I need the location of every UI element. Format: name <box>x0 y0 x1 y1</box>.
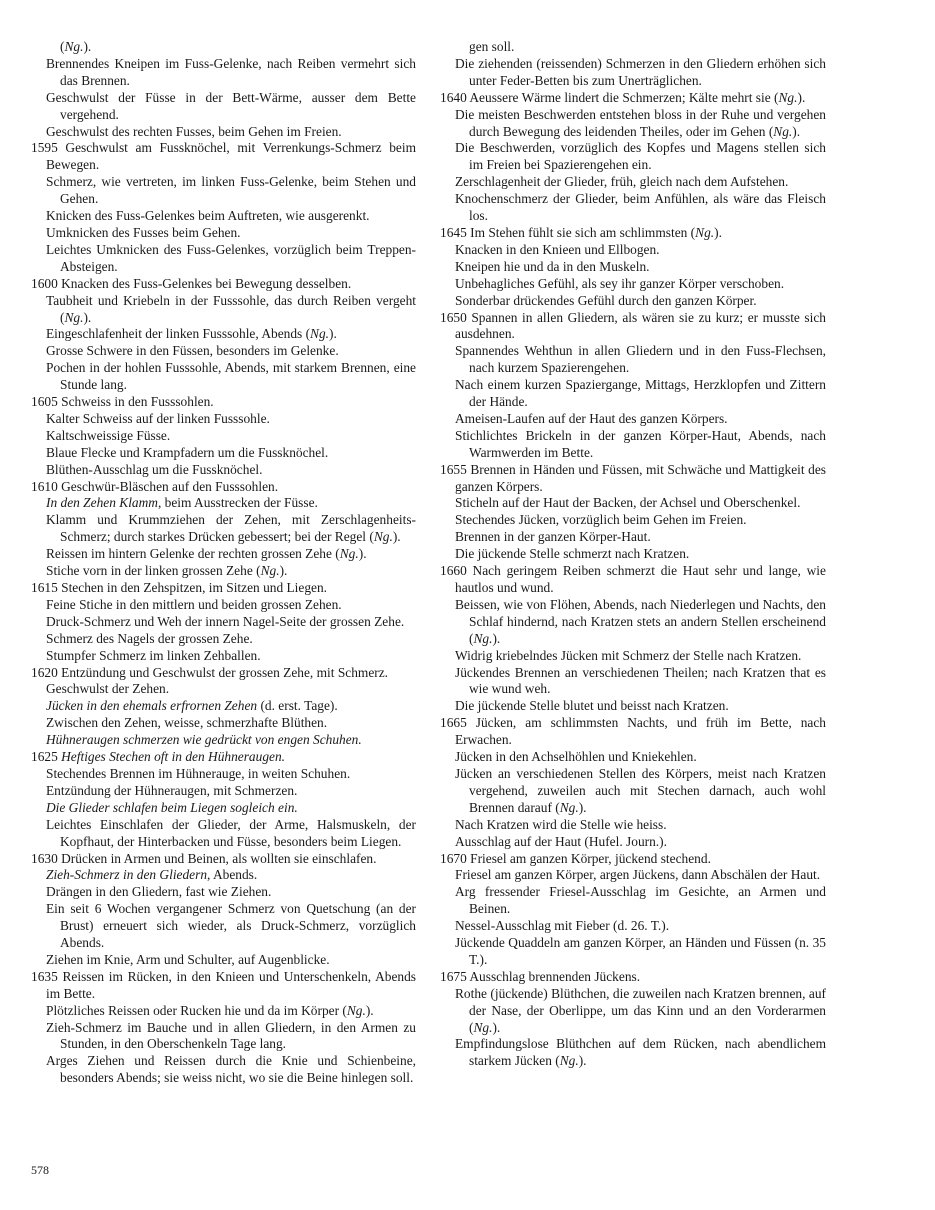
entry-text: Pochen in der hohlen Fusssohle, Abends, mit starkem Brennen, eine Stunde lang. <box>46 360 416 393</box>
entry-number: 1635 <box>31 968 63 984</box>
entry-number: 1645 <box>440 224 471 240</box>
symptom-entry <box>31 343 416 360</box>
symptom-entry <box>440 529 826 546</box>
entry-text: Stechen in den Zehspitzen, im Sitzen und Liegen. <box>61 580 328 595</box>
entry-text: Leichtes Einschlafen der Glieder, der Arme, Halsmuskeln, der Kopfhaut, der Hinterbacken und Füsse, besonders beim Liegen. <box>46 816 416 849</box>
entry-text: Geschwulst am Fussknöchel, mit Verrenkungs-Schmerz beim Bewegen. <box>46 140 416 173</box>
entry-text: Plötzliches Reissen oder Rucken hie und da im Körper (Ng.). <box>46 1002 374 1018</box>
symptom-entry <box>31 411 416 428</box>
entry-text: Aeussere Wärme lindert die Schmerzen; Kälte mehrt sie (Ng.). <box>469 89 806 105</box>
symptom-entry <box>31 952 416 969</box>
entry-number: 1640 <box>440 89 470 105</box>
page-number: 578 <box>31 1163 49 1177</box>
entry-text: Spannendes Wehthun in allen Gliedern und in den Fuss-Flechsen, nach kurzem Spazierengehen. <box>455 343 826 376</box>
symptom-entry <box>440 851 826 868</box>
entry-text: Stechendes Brennen im Hühnerauge, in weiten Schuhen. <box>46 765 351 781</box>
symptom-entry <box>31 225 416 242</box>
entry-text: Umknicken des Fusses beim Gehen. <box>46 224 241 240</box>
symptom-entry <box>31 242 416 276</box>
entry-number: 1650 <box>440 309 472 325</box>
entry-text: gen soll. <box>469 39 515 54</box>
symptom-entry <box>440 276 826 293</box>
entry-text: Stichlichtes Brickeln in der ganzen Körper-Haut, Abends, nach Warmwerden im Bette. <box>455 427 826 460</box>
entry-text: Brennen in Händen und Füssen, mit Schwäche und Mattigkeit des ganzen Körpers. <box>455 461 826 494</box>
entry-text: Drücken in Armen und Beinen, als wollten sie einschlafen. <box>61 850 377 866</box>
symptom-entry <box>31 580 416 597</box>
symptom-entry <box>440 918 826 935</box>
entry-text: Jücken, am schlimmsten Nachts, und früh im Bette, nach Erwachen. <box>455 715 826 748</box>
symptom-entry <box>440 310 826 344</box>
entry-text: Nach geringem Reiben schmerzt die Haut sehr und lange, wie hautlos und wund. <box>455 563 826 595</box>
symptom-entry <box>31 648 416 665</box>
symptom-entry <box>440 715 826 749</box>
entry-text: Beissen, wie von Flöhen, Abends, nach Niederlegen und Nachts, den Schlaf hindernd, nach Kratzen stets an andern Stellen erscheinend (Ng.). <box>455 596 826 646</box>
symptom-entry <box>31 174 416 208</box>
entry-text: Arg fressender Friesel-Ausschlag im Gesichte, an Armen und Beinen. <box>455 884 826 917</box>
left-column <box>31 39 416 1087</box>
symptom-entry <box>440 969 826 986</box>
entry-text: Blaue Flecke und Krampfadern um die Fussknöchel. <box>46 444 329 460</box>
symptom-entry <box>440 140 826 174</box>
symptom-entry <box>31 749 416 766</box>
symptom-entry <box>31 715 416 732</box>
symptom-entry <box>31 563 416 580</box>
entry-text: Sticheln auf der Haut der Backen, der Achsel und Oberschenkel. <box>455 495 801 511</box>
symptom-entry <box>31 56 416 90</box>
symptom-entry <box>440 293 826 310</box>
symptom-entry <box>440 39 826 56</box>
entry-text: Taubheit und Kriebeln in der Fusssohle, das durch Reiben vergeht (Ng.). <box>46 292 416 325</box>
symptom-entry <box>440 884 826 918</box>
symptom-entry <box>31 208 416 225</box>
symptom-entry <box>31 1020 416 1054</box>
entry-text: Knacken des Fuss-Gelenkes bei Bewegung desselben. <box>61 275 352 291</box>
entry-text: Zieh-Schmerz im Bauche und in allen Gliedern, in den Armen zu Stunden, in den Oberschenkeln Tage lang. <box>46 1019 416 1052</box>
symptom-entry <box>440 377 826 411</box>
entry-text: Knicken des Fuss-Gelenkes beim Auftreten, wie ausgerenkt. <box>46 208 370 224</box>
entry-text: Kalter Schweiss auf der linken Fusssohle. <box>46 410 270 426</box>
symptom-entry <box>31 1003 416 1020</box>
symptom-entry <box>31 783 416 800</box>
entry-text: Friesel am ganzen Körper, jückend stechend. <box>470 850 711 866</box>
right-column <box>440 39 826 1070</box>
entry-text: Drängen in den Gliedern, fast wie Ziehen. <box>46 884 272 900</box>
symptom-entry <box>31 851 416 868</box>
entry-text: Rothe (jückende) Blüthchen, die zuweilen nach Kratzen brennen, auf der Nase, der Oberlippe, um das Kinn und an den Vorderarmen (Ng.). <box>455 985 826 1035</box>
entry-text: Sonderbar drückendes Gefühl durch den ganzen Körper. <box>455 292 757 308</box>
entry-text: Schweiss in den Fusssohlen. <box>61 394 214 410</box>
entry-text: Druck-Schmerz und Weh der innern Nagel-Seite der grossen Zehe. <box>46 613 405 629</box>
symptom-entry <box>31 462 416 479</box>
entry-text: Die ziehenden (reissenden) Schmerzen in den Gliedern erhöhen sich unter Feder-Betten bis zum Unerträglichen. <box>455 55 826 88</box>
entry-text: Kneipen hie und da in den Muskeln. <box>455 258 650 274</box>
entry-text: Ausschlag brennenden Jückens. <box>469 968 641 984</box>
symptom-entry <box>31 1053 416 1087</box>
symptom-entry <box>440 563 826 597</box>
entry-number: 1610 <box>31 478 62 494</box>
entry-text: Spannen in allen Gliedern, als wären sie zu kurz; er musste sich ausdehnen. <box>455 309 826 342</box>
entry-text: Zwischen den Zehen, weisse, schmerzhafte Blüthen. <box>46 715 328 731</box>
symptom-entry <box>440 512 826 529</box>
symptom-entry <box>31 445 416 462</box>
entry-text: Im Stehen fühlt sie sich am schlimmsten (Ng.). <box>470 224 722 240</box>
symptom-entry <box>440 343 826 377</box>
entry-number: 1625 <box>31 749 62 765</box>
symptom-entry <box>440 935 826 969</box>
entry-text: Jücken an verschiedenen Stellen des Körpers, meist nach Kratzen vergehend, zuweilen auch mit Stechen darnach, auch wohl Brennen darauf (Ng.). <box>455 765 826 815</box>
entry-text: Klamm und Krummziehen der Zehen, mit Zerschlagenheits-Schmerz; durch starkes Drücken gebessert; bei der Regel (Ng.). <box>46 512 416 545</box>
symptom-entry <box>440 191 826 225</box>
symptom-entry <box>31 394 416 411</box>
entry-text: Stechendes Jücken, vorzüglich beim Gehen im Freien. <box>455 512 747 528</box>
symptom-entry <box>31 901 416 952</box>
symptom-entry <box>440 867 826 884</box>
symptom-entry <box>31 495 416 512</box>
entry-text: Eingeschlafenheit der linken Fusssohle, Abends (Ng.). <box>46 326 337 342</box>
entry-text: Entzündung und Geschwulst der grossen Zehe, mit Schmerz. <box>61 664 389 680</box>
symptom-entry <box>31 140 416 174</box>
symptom-entry <box>440 90 826 107</box>
symptom-entry <box>31 512 416 546</box>
symptom-entry <box>440 546 826 563</box>
entry-text: Ausschlag auf der Haut (Hufel. Journ.). <box>455 833 667 849</box>
entry-text: Schmerz, wie vertreten, im linken Fuss-Gelenke, beim Stehen und Gehen. <box>46 174 416 207</box>
symptom-entry <box>440 174 826 191</box>
symptom-entry <box>440 225 826 242</box>
entry-text: Die Glieder schlafen beim Liegen sogleich ein. <box>46 799 298 815</box>
symptom-entry <box>440 986 826 1037</box>
symptom-entry <box>440 242 826 259</box>
entry-text: Die Beschwerden, vorzüglich des Kopfes und Magens stellen sich im Freien bei Spazierengehen ein. <box>455 140 826 173</box>
symptom-entry <box>31 817 416 851</box>
entry-text: Hühneraugen schmerzen wie gedrückt von engen Schuhen. <box>46 732 362 748</box>
entry-text: Widrig kriebelndes Jücken mit Schmerz der Stelle nach Kratzen. <box>455 647 802 663</box>
entry-text: Empfindungslose Blüthchen auf dem Rücken, nach abendlichem starkem Jücken (Ng.). <box>455 1036 826 1069</box>
entry-number: 1630 <box>31 850 62 866</box>
symptom-entry <box>440 766 826 817</box>
symptom-entry <box>31 884 416 901</box>
entry-text: Ziehen im Knie, Arm und Schulter, auf Augenblicke. <box>46 951 330 967</box>
entry-text: Die jückende Stelle blutet und beisst nach Kratzen. <box>455 698 729 714</box>
symptom-entry <box>31 124 416 141</box>
symptom-entry <box>31 969 416 1003</box>
entry-text: Geschwulst der Zehen. <box>46 681 170 697</box>
symptom-entry <box>440 648 826 665</box>
entry-text: Stumpfer Schmerz im linken Zehballen. <box>46 647 261 663</box>
entry-text: Jücken in den ehemals erfrornen Zehen (d. erst. Tage). <box>46 698 338 714</box>
symptom-entry <box>31 360 416 394</box>
entry-text: Schmerz des Nagels der grossen Zehe. <box>46 630 253 646</box>
entry-text: Stiche vorn in der linken grossen Zehe (Ng.). <box>46 563 288 579</box>
symptom-entry <box>31 800 416 817</box>
entry-text: Entzündung der Hühneraugen, mit Schmerzen. <box>46 782 298 798</box>
entry-number: 1665 <box>440 715 476 731</box>
symptom-entry <box>31 90 416 124</box>
entry-text: Grosse Schwere in den Füssen, besonders im Gelenke. <box>46 343 339 359</box>
entry-text: Nessel-Ausschlag mit Fieber (d. 26. T.). <box>455 918 670 934</box>
symptom-entry <box>440 56 826 90</box>
symptom-entry <box>440 495 826 512</box>
entry-text: Ameisen-Laufen auf der Haut des ganzen Körpers. <box>455 410 728 426</box>
symptom-entry <box>440 462 826 496</box>
symptom-entry <box>31 867 416 884</box>
symptom-entry <box>31 597 416 614</box>
entry-text: Leichtes Umknicken des Fuss-Gelenkes, vorzüglich beim Treppen-Absteigen. <box>46 241 416 274</box>
entry-text: Jückendes Brennen an verschiedenen Theilen; nach Kratzen that es wie wund weh. <box>455 664 826 697</box>
symptom-entry <box>440 428 826 462</box>
entry-text: Geschwulst der Füsse in der Bett-Wärme, ausser dem Bette vergehend. <box>46 89 416 122</box>
symptom-entry <box>440 817 826 834</box>
symptom-entry <box>440 259 826 276</box>
entry-text: Brennen in der ganzen Körper-Haut. <box>455 529 651 545</box>
entry-text: Die jückende Stelle schmerzt nach Kratzen. <box>455 546 690 562</box>
symptom-entry <box>31 479 416 496</box>
entry-text: Zerschlagenheit der Glieder, früh, gleich nach dem Aufstehen. <box>455 174 789 190</box>
entry-text: Friesel am ganzen Körper, argen Jückens, dann Abschälen der Haut. <box>455 867 821 883</box>
symptom-entry <box>31 326 416 343</box>
entry-text: Knochenschmerz der Glieder, beim Anfühlen, als wäre das Fleisch los. <box>455 191 826 224</box>
entry-text: Jückende Quaddeln am ganzen Körper, an Händen und Füssen (n. 35 T.). <box>455 935 826 967</box>
entry-text: Knacken in den Knieen und Ellbogen. <box>455 241 660 257</box>
entry-text: Jücken in den Achselhöhlen und Kniekehlen. <box>455 749 697 765</box>
symptom-entry <box>440 1036 826 1070</box>
entry-text: Geschwür-Bläschen auf den Fusssohlen. <box>61 478 279 494</box>
entry-text: Kaltschweissige Füsse. <box>46 427 171 443</box>
entry-text: Unbehagliches Gefühl, als sey ihr ganzer Körper verschoben. <box>455 275 785 291</box>
entry-number: 1615 <box>31 580 62 595</box>
symptom-entry <box>440 597 826 648</box>
entry-number: 1595 <box>31 140 66 156</box>
symptom-entry <box>440 107 826 141</box>
symptom-entry <box>31 276 416 293</box>
symptom-entry <box>31 293 416 327</box>
symptom-entry <box>440 698 826 715</box>
symptom-entry <box>31 766 416 783</box>
entry-text: Arges Ziehen und Reissen durch die Knie und Schienbeine, besonders Abends; sie weiss nicht, wo sie die Beine hinlegen soll. <box>46 1053 416 1086</box>
symptom-entry <box>31 546 416 563</box>
symptom-entry <box>31 698 416 715</box>
entry-text: (Ng.). <box>60 39 92 54</box>
entry-number: 1620 <box>31 664 62 680</box>
entry-number: 1670 <box>440 850 471 866</box>
entry-text: Reissen im Rücken, in den Knieen und Unterschenkeln, Abends im Bette. <box>46 968 416 1001</box>
entry-text: Nach einem kurzen Spaziergange, Mittags, Herzklopfen und Zittern der Hände. <box>455 377 826 410</box>
symptom-entry <box>440 665 826 699</box>
entry-number: 1655 <box>440 461 471 477</box>
symptom-entry <box>31 665 416 682</box>
symptom-entry <box>31 614 416 631</box>
entry-text: Zieh-Schmerz in den Gliedern, Abends. <box>46 867 258 883</box>
entry-text: Die meisten Beschwerden entstehen bloss in der Ruhe und vergehen durch Bewegung des leidenden Theiles, oder im Gehen (Ng.). <box>455 106 826 139</box>
entry-text: Reissen im hintern Gelenke der rechten grossen Zehe (Ng.). <box>46 546 367 562</box>
entry-text: Feine Stiche in den mittlern und beiden grossen Zehen. <box>46 596 342 612</box>
entry-text: Geschwulst des rechten Fusses, beim Gehen im Freien. <box>46 123 342 139</box>
symptom-entry <box>31 681 416 698</box>
entry-number: 1675 <box>440 968 470 984</box>
symptom-entry <box>440 411 826 428</box>
entry-text: Heftiges Stechen oft in den Hühneraugen. <box>61 749 286 765</box>
entry-text: Ein seit 6 Wochen vergangener Schmerz von Quetschung (an der Brust) erneuert sich wieder, als Druck-Schmerz, vorzüglich Abends. <box>46 901 416 951</box>
symptom-entry <box>440 749 826 766</box>
entry-number: 1660 <box>440 563 473 579</box>
entry-text: Nach Kratzen wird die Stelle wie heiss. <box>455 816 667 832</box>
symptom-entry <box>31 631 416 648</box>
symptom-entry <box>31 732 416 749</box>
symptom-entry <box>31 428 416 445</box>
entry-text: In den Zehen Klamm, beim Ausstrecken der Füsse. <box>46 495 318 511</box>
entry-text: Blüthen-Ausschlag um die Fussknöchel. <box>46 461 263 477</box>
entry-text: Brennendes Kneipen im Fuss-Gelenke, nach Reiben vermehrt sich das Brennen. <box>46 55 416 88</box>
symptom-entry <box>31 39 416 56</box>
entry-number: 1605 <box>31 394 62 410</box>
symptom-entry <box>440 834 826 851</box>
entry-number: 1600 <box>31 275 62 291</box>
